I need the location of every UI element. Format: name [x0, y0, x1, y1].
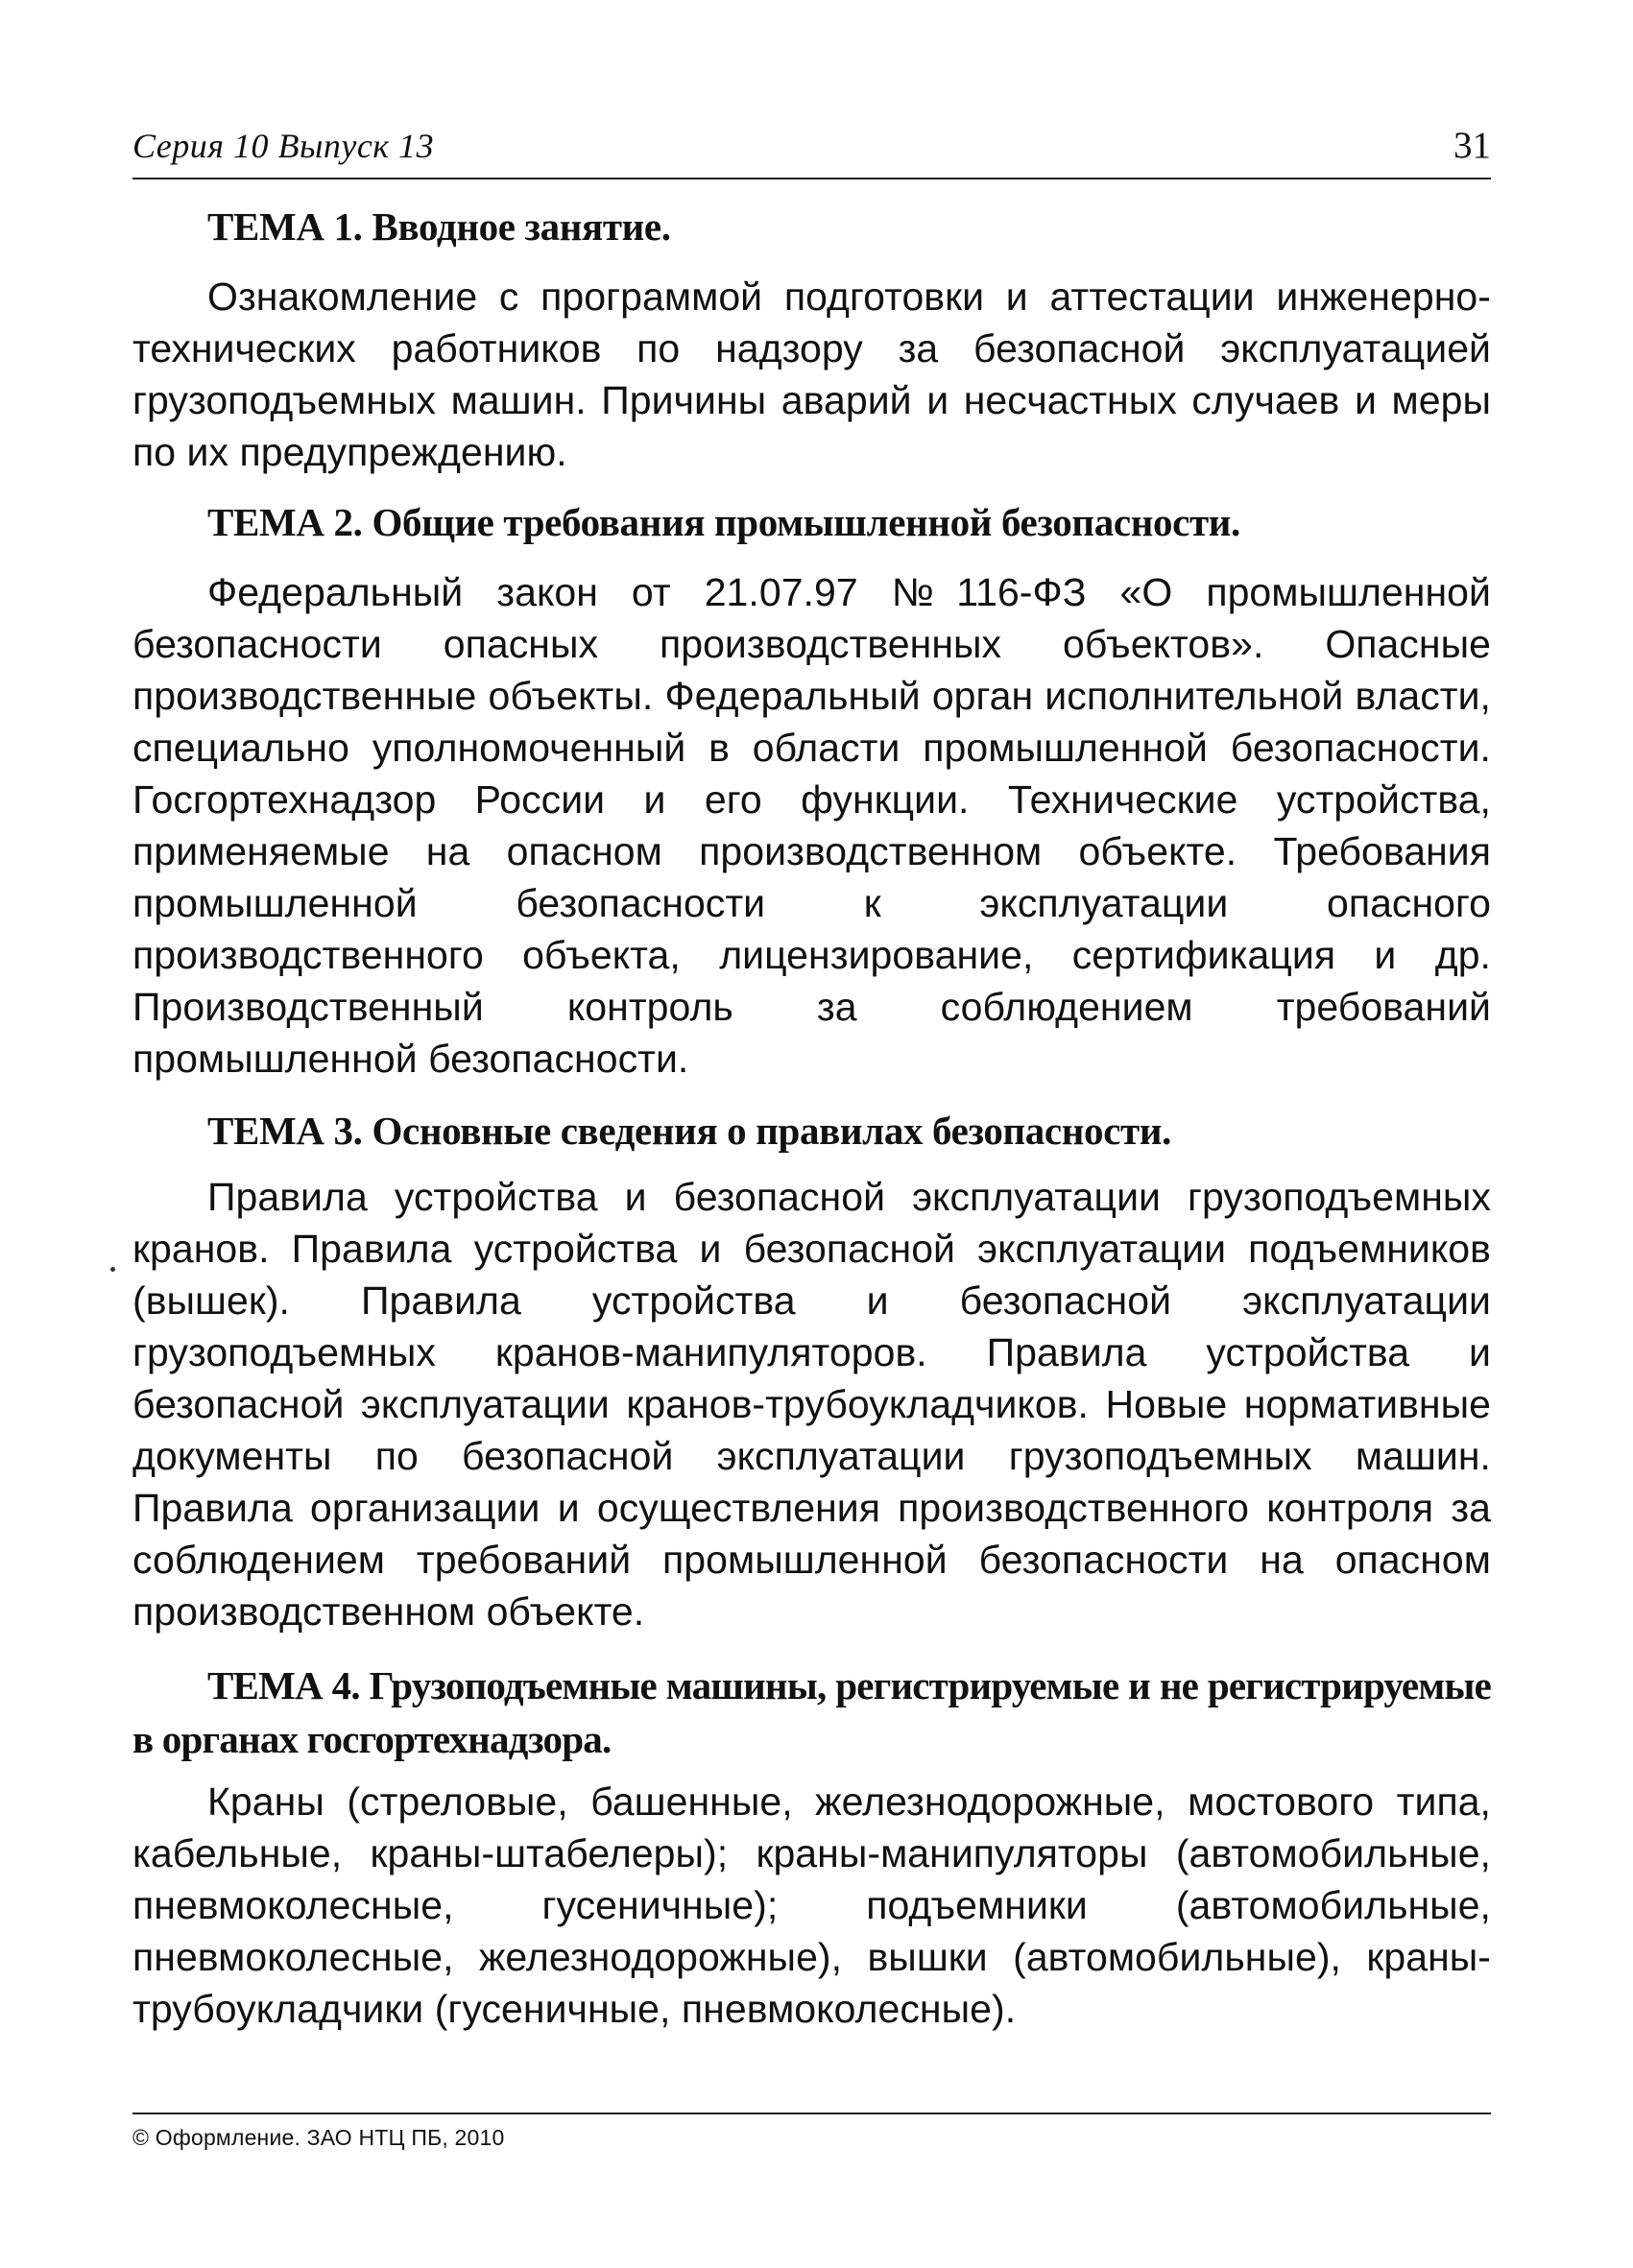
topic-4-section: [132, 1659, 1491, 2035]
topic-4-body: Краны (стреловые, башенные, железнодорожные, мостового типа, кабельные, краны-штабелеры); краны-манипуляторы (автомобильные, пневмоколесные, гусеничные); подъемники (автомобильные, пневмоколесные, железнодорожные), вышки (автомобильные), краны-трубоукладчики (гусеничные, пневмоколесные).: [132, 1779, 1491, 2031]
topic-2-title: ТЕМА 2. Общие требования промышленной безопасности.: [207, 500, 1240, 544]
topic-1-title: ТЕМА 1. Вводное занятие.: [207, 204, 671, 249]
topic-1-section: [132, 200, 1491, 478]
page-header: [132, 123, 1491, 182]
scan-margin-dot: [110, 1267, 115, 1272]
topic-3-body: Правила устройства и безопасной эксплуатации грузоподъемных кранов. Правила устройства и безопасной эксплуатации подъемников (вышек). Правила устройства и безопасной эксплуатации грузоподъемных кранов-манипуляторов. Правила устройства и безопасной эксплуатации кранов-трубоукладчиков. Новые нормативные документы по безопасной эксплуатации грузоподъемных машин. Правила организации и осуществления производственного контроля за соблюдением требований промышленной безопасности на опасном производственном объекте.: [132, 1175, 1491, 1634]
topic-4-title: ТЕМА 4. Грузоподъемные машины, регистрируемые и не регистрируемые в органах госгортехнадзора.: [132, 1663, 1491, 1761]
header-rule: [132, 178, 1491, 179]
topic-3-section: [132, 1104, 1491, 1637]
page-footer: [132, 2113, 1491, 2161]
topic-2-section: [132, 495, 1491, 1085]
topic-3-title: ТЕМА 3. Основные сведения о правилах безопасности.: [207, 1109, 1172, 1153]
document-content: [132, 192, 1491, 2035]
page-number: 31: [1453, 125, 1491, 166]
footer-rule: [132, 2113, 1491, 2114]
topic-2-body: Федеральный закон от 21.07.97 №116-ФЗ «О промышленной безопасности опасных производственных объектов». Опасные производственные объекты. Федеральный орган исполнительной власти, специально уполномоченный в области промышленной безопасности. Госгортехнадзор России и его функции. Технические устройства, применяемые на опасном производственном объекте. Требования промышленной безопасности к эксплуатации опасного производственного объекта, лицензирование, сертификация и др. Производственный контроль за соблюдением требований промышленной безопасности.: [132, 570, 1491, 1081]
topic-1-body: Ознакомление с программой подготовки и аттестации инженерно-технических работников по надзору за безопасной эксплуатацией грузоподъемных машин. Причины аварий и несчастных случаев и меры по их предупреждению.: [132, 275, 1491, 474]
copyright-notice: © Оформление. ЗАО НТЦ ПБ, 2010: [132, 2125, 505, 2150]
series-title: Серия 10 Выпуск 13: [132, 127, 435, 165]
